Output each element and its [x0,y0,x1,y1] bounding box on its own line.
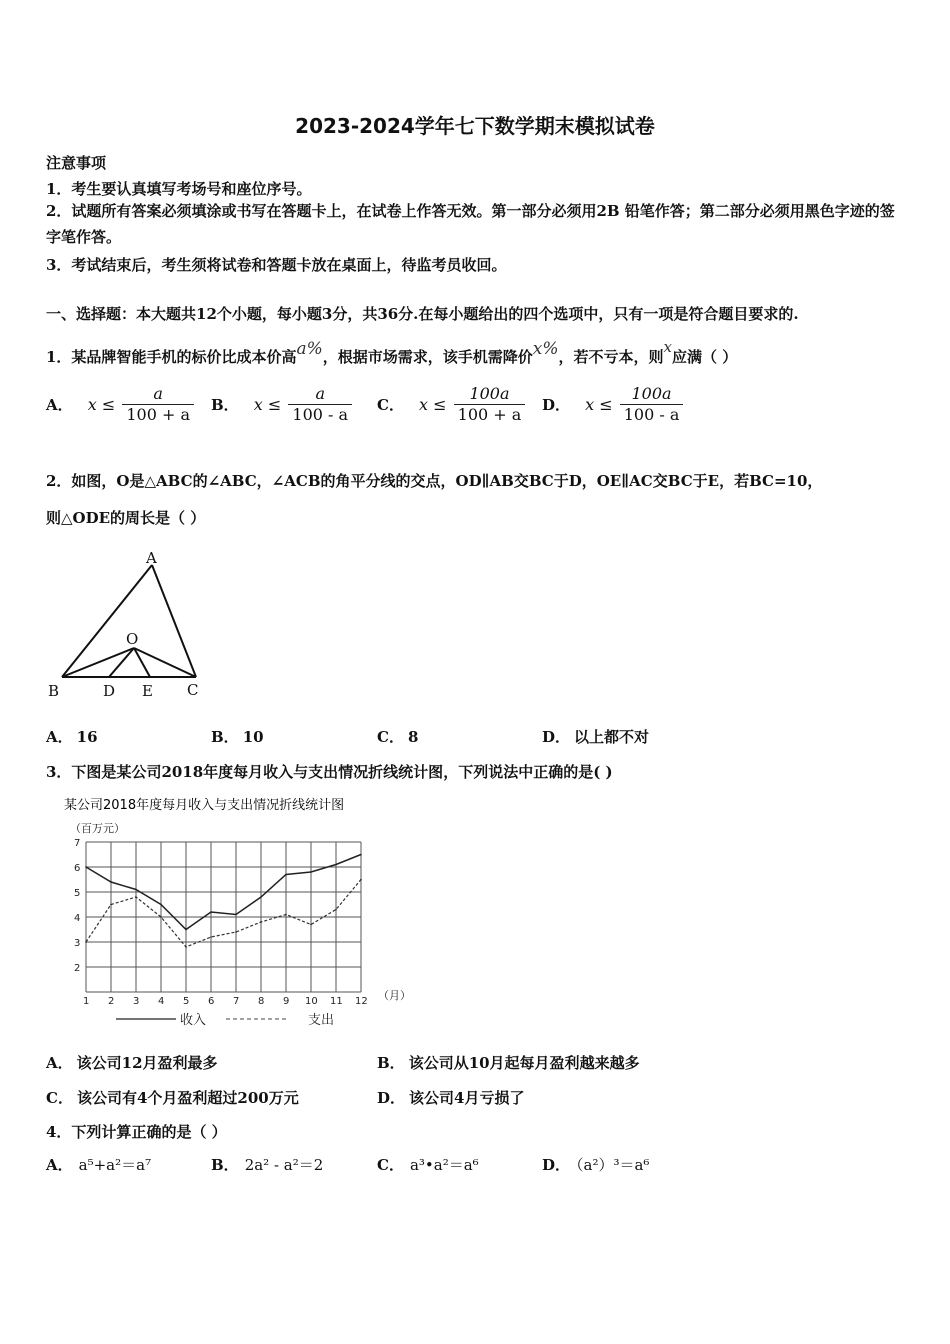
x-tick-label: 12 [355,996,368,1007]
data-point [185,929,187,931]
q1-var-x: x% [532,339,559,359]
data-point [160,904,162,906]
edge-ab [62,565,152,677]
x-tick-label: 1 [83,996,90,1007]
x-tick-label: 11 [330,996,343,1007]
q3-option-d[interactable] [377,1087,524,1108]
x-tick-label: 7 [233,996,240,1007]
data-point [85,941,87,943]
vertex-label-b: B [48,682,60,700]
data-point [310,871,312,873]
option-label: A． [46,728,73,746]
q1-text-1: 1．某品牌智能手机的标价比成本价高 [46,348,297,366]
option-text: 该公司有4个月盈利超过200万元 [76,1089,299,1107]
q1-option-b[interactable] [211,384,352,425]
q1-option-d[interactable] [542,384,683,425]
y-tick-label: 3 [74,938,81,949]
data-point [235,931,237,933]
line-chart [56,795,416,1035]
notice-item-1: 1．考生要认真填写考场号和座位序号。 [46,180,312,198]
q2-option-b[interactable] [211,726,264,747]
y-tick-label: 2 [74,963,81,974]
data-point [160,916,162,918]
option-lhs: x ≤ [419,395,447,414]
q1-option-a[interactable] [46,384,194,425]
q2-option-d[interactable] [542,726,649,747]
fraction-denominator: 100 + a [122,404,194,425]
fraction-numerator: 100a [469,384,510,403]
q4-option-a[interactable] [46,1154,151,1175]
option-label: B． [211,396,239,414]
option-label: D． [542,1156,571,1174]
data-point [135,889,137,891]
data-point [185,946,187,948]
data-point [210,911,212,913]
fraction-numerator: a [315,384,325,403]
section-heading: 一、选择题：本大题共12个小题，每小题3分，共36分.在每小题给出的四个选项中，只有一项是符合题目要求的. [46,305,799,323]
option-lhs: x ≤ [87,395,116,414]
chart-title: 某公司2018年度每月收入与支出情况折线统计图 [64,798,345,813]
fraction [288,384,352,425]
y-tick-label: 6 [74,863,81,874]
x-tick-label: 2 [108,996,115,1007]
q2-option-a[interactable] [46,726,98,747]
q4-option-b[interactable] [211,1154,323,1175]
x-tick-label: 9 [283,996,290,1007]
vertex-label-a: A [146,549,157,567]
vertex-label-c: C [187,681,199,699]
option-text: a⁵+a²＝a⁷ [78,1156,152,1174]
option-text: 10 [242,728,264,746]
question-1-options [46,384,906,432]
x-axis-label: （月） [378,989,411,1002]
q4-option-d[interactable] [542,1154,649,1175]
q1-text-4: 应满（ ） [672,348,738,366]
triangle-figure [46,545,216,705]
notice-item-2: 2．试题所有答案必须填涂或书写在答题卡上，在试卷上作答无效。第一部分必须用2B 铅笔作答；第二部分必须用黑色字迹的签字笔作答。 [46,202,895,246]
option-label: C． [377,728,404,746]
option-text: 该公司4月亏损了 [409,1089,525,1107]
option-text: a³•a²＝a⁶ [409,1156,479,1174]
option-text: 8 [407,728,419,746]
question-4-stem: 4．下列计算正确的是（ ） [46,1123,227,1141]
x-tick-label: 6 [208,996,215,1007]
data-point [360,854,362,856]
data-point [260,896,262,898]
data-point [85,866,87,868]
x-tick-label: 4 [158,996,165,1007]
question-2-stem-line2: 则△ODE的周长是（ ） [46,509,206,527]
notice-heading: 注意事项 [46,154,107,172]
data-point [135,896,137,898]
question-1-stem [46,330,737,364]
option-text: 16 [76,728,98,746]
x-tick-label: 8 [258,996,265,1007]
option-text: 该公司12月盈利最多 [76,1054,218,1072]
data-point [335,909,337,911]
vertex-label-o: O [126,630,139,648]
option-label: B． [211,728,239,746]
option-label: C． [46,1089,73,1107]
vertex-label-e: E [142,682,153,700]
option-lhs: x ≤ [253,395,282,414]
data-point [285,874,287,876]
option-label: D． [542,728,571,746]
option-text: 以上都不对 [574,728,650,746]
data-point [285,914,287,916]
option-label: D． [542,396,571,414]
q2-option-c[interactable] [377,726,418,747]
option-label: A． [46,1054,73,1072]
data-point [110,904,112,906]
data-point [310,924,312,926]
data-point [110,881,112,883]
fraction-denominator: 100 + a [454,404,526,425]
question-3-stem: 3．下图是某公司2018年度每月收入与支出情况折线统计图，下列说法中正确的是( ) [46,763,613,781]
fraction-denominator: 100 - a [620,404,684,425]
x-tick-label: 3 [133,996,140,1007]
fraction [620,384,684,425]
fraction [454,384,526,425]
data-point [335,864,337,866]
question-2-stem-line1: 2．如图，O是△ABC的∠ABC，∠ACB的角平分线的交点，OD∥AB交BC于D，OE∥AC交BC于E，若BC=10， [46,472,823,490]
data-point [210,936,212,938]
option-label: D． [377,1089,406,1107]
y-tick-label: 5 [74,888,81,899]
legend-income: 收入 [180,1013,207,1028]
x-tick-label: 10 [305,996,318,1007]
q1-option-c[interactable] [377,384,525,425]
fraction-numerator: a [153,384,163,403]
page-title: 2023-2024学年七下数学期末模拟试卷 [295,114,655,138]
data-point [260,921,262,923]
data-point [360,879,362,881]
vertex-label-d: D [103,682,116,700]
q3-option-c[interactable] [46,1087,299,1108]
option-text: （a²）³＝a⁶ [576,1156,650,1174]
q3-option-a[interactable] [46,1052,218,1073]
option-label: A． [46,396,73,414]
q4-option-c[interactable] [377,1154,479,1175]
notice-item-3: 3．考试结束后，考生须将试卷和答题卡放在桌面上，待监考员收回。 [46,256,507,274]
option-label: B． [377,1054,405,1072]
y-tick-label: 7 [74,838,81,849]
y-tick-label: 4 [74,913,81,924]
option-text: 该公司从10月起每月盈利越来越多 [408,1054,640,1072]
q1-var-a: a% [296,339,323,359]
option-label: A． [46,1156,73,1174]
option-lhs: x ≤ [585,395,613,414]
q1-var-x2: x [663,338,672,356]
q3-option-b[interactable] [377,1052,640,1073]
legend-expense: 支出 [308,1013,335,1028]
fraction [122,384,194,425]
y-axis-label: （百万元） [70,822,125,835]
option-label: B． [211,1156,239,1174]
q1-text-3: ，若不亏本，则 [558,348,664,366]
fraction-numerator: 100a [631,384,672,403]
option-label: C． [377,396,404,414]
q1-text-2: ，根据市场需求，该手机需降价 [322,348,533,366]
option-label: C． [377,1156,404,1174]
data-point [235,914,237,916]
option-text: 2a² - a²＝2 [244,1156,324,1174]
fraction-denominator: 100 - a [288,404,352,425]
x-tick-label: 5 [183,996,190,1007]
